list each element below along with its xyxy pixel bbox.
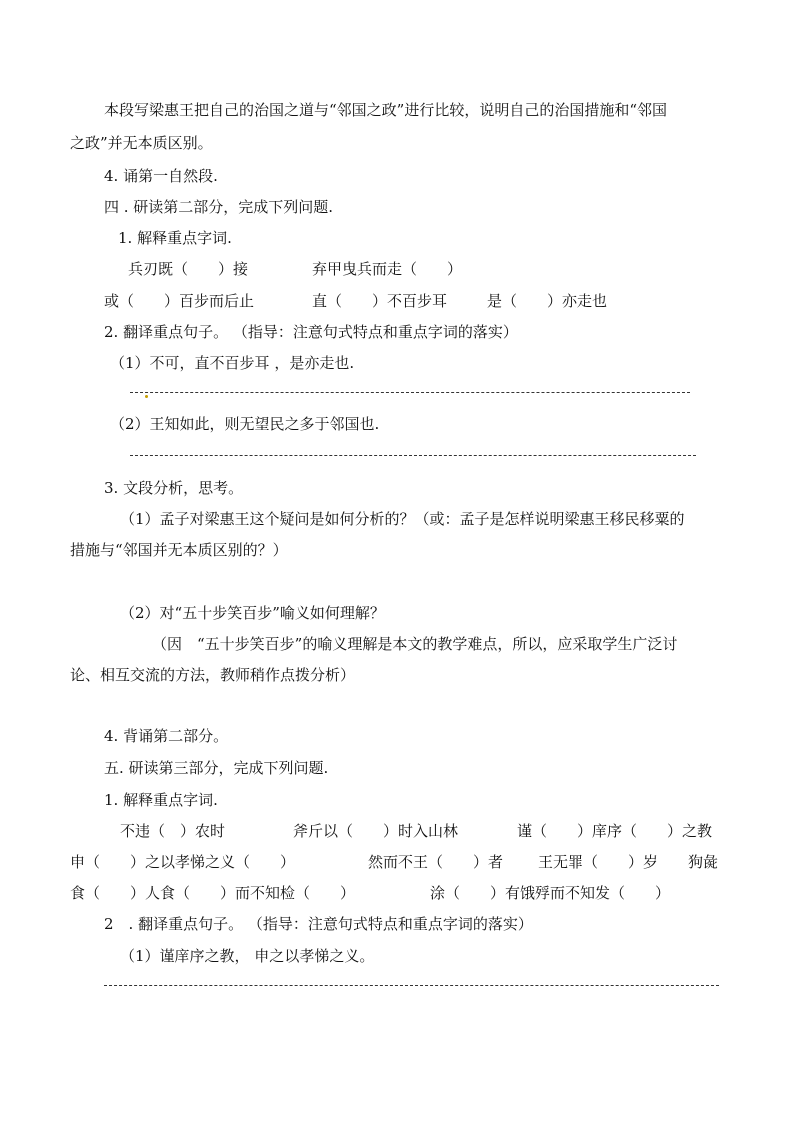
section-four-heading: 四 . 研读第二部分，完成下列问题. <box>104 198 334 216</box>
s5-vocab-row2-item1: 申（ ）之以孝悌之义（ ） <box>70 853 296 871</box>
s4-vocab-row2-item1: 或（ ）百步而后止 <box>104 292 255 310</box>
item-recite-second-part: 4. 背诵第二部分。 <box>104 727 229 745</box>
s4-question-3-heading: 3. 文段分析，思考。 <box>104 479 244 497</box>
s5-vocab-row2-item2: 然而不王（ ）者 <box>368 853 504 871</box>
s5-vocab-row2-item3: 王无罪（ ）岁 <box>538 853 659 871</box>
s5-vocab-row3-item2: 涂（ ）有饿殍而不知发（ ） <box>430 884 671 902</box>
stray-mark <box>145 395 148 398</box>
s4-vocab-row2-item2: 直（ ）不百步耳 <box>312 292 448 310</box>
item-recite-first-paragraph: 4. 诵第一自然段. <box>104 167 218 185</box>
s4-question-1-heading: 1. 解释重点字词. <box>118 229 232 247</box>
section-five-heading: 五. 研读第三部分，完成下列问题. <box>104 759 329 777</box>
s5-vocab-row3-item1: 食（ ）人食（ ）而不知检（ ） <box>70 884 356 902</box>
s4-analysis-question-2: （2）对“五十步笑百步”喻义如何理解？ <box>120 604 385 622</box>
s4-translate-sentence-1: （1）不可，直不百步耳 ，是亦走也. <box>110 354 355 372</box>
answer-line-2 <box>130 455 696 456</box>
s5-vocab-row2-item4: 狗彘 <box>688 853 719 871</box>
s4-analysis-question-1-line-1: （1）孟子对梁惠王这个疑问是如何分析的？（或：孟子是怎样说明梁惠王移民移粟的 <box>120 510 685 528</box>
teaching-note-line-1: （因 “五十步笑百步”的喻义理解是本文的教学难点，所以，应采取学生广泛讨 <box>152 635 678 653</box>
answer-line-3 <box>104 985 719 986</box>
s5-vocab-row1-item3: 谨（ ）庠序（ ）之教 <box>517 822 713 840</box>
s4-vocab-row1-item2: 弃甲曳兵而走（ ） <box>312 260 463 278</box>
summary-paragraph-line-2: 之政”并无本质区别。 <box>70 134 213 152</box>
s4-vocab-row1-item1: 兵刃既（ ）接 <box>128 260 249 278</box>
s4-vocab-row2-item3: 是（ ）亦走也 <box>487 292 608 310</box>
s4-translate-sentence-2: （2）王知如此，则无望民之多于邻国也. <box>110 415 380 433</box>
s5-question-2-heading: 2 . 翻译重点句子。 （指导：注意句式特点和重点字词的落实） <box>104 915 533 933</box>
s4-analysis-question-1-line-2: 措施与“邻国并无本质区别的？） <box>70 541 288 559</box>
teaching-note-line-2: 论、相互交流的方法，教师稍作点拨分析） <box>70 666 356 684</box>
s4-question-2-heading: 2. 翻译重点句子。 （指导：注意句式特点和重点字词的落实） <box>104 323 518 341</box>
s5-vocab-row1-item2: 斧斤以（ ）时入山林 <box>293 822 459 840</box>
s5-vocab-row1-item1: 不违（ ）农时 <box>120 822 226 840</box>
summary-paragraph-line-1: 本段写梁惠王把自己的治国之道与“邻国之政”进行比较，说明自己的治国措施和“邻国 <box>104 101 668 119</box>
s5-question-1-heading: 1. 解释重点字词. <box>104 791 218 809</box>
s5-translate-sentence-1: （1）谨庠序之教， 申之以孝悌之义。 <box>120 947 375 965</box>
answer-line-1 <box>130 392 690 393</box>
